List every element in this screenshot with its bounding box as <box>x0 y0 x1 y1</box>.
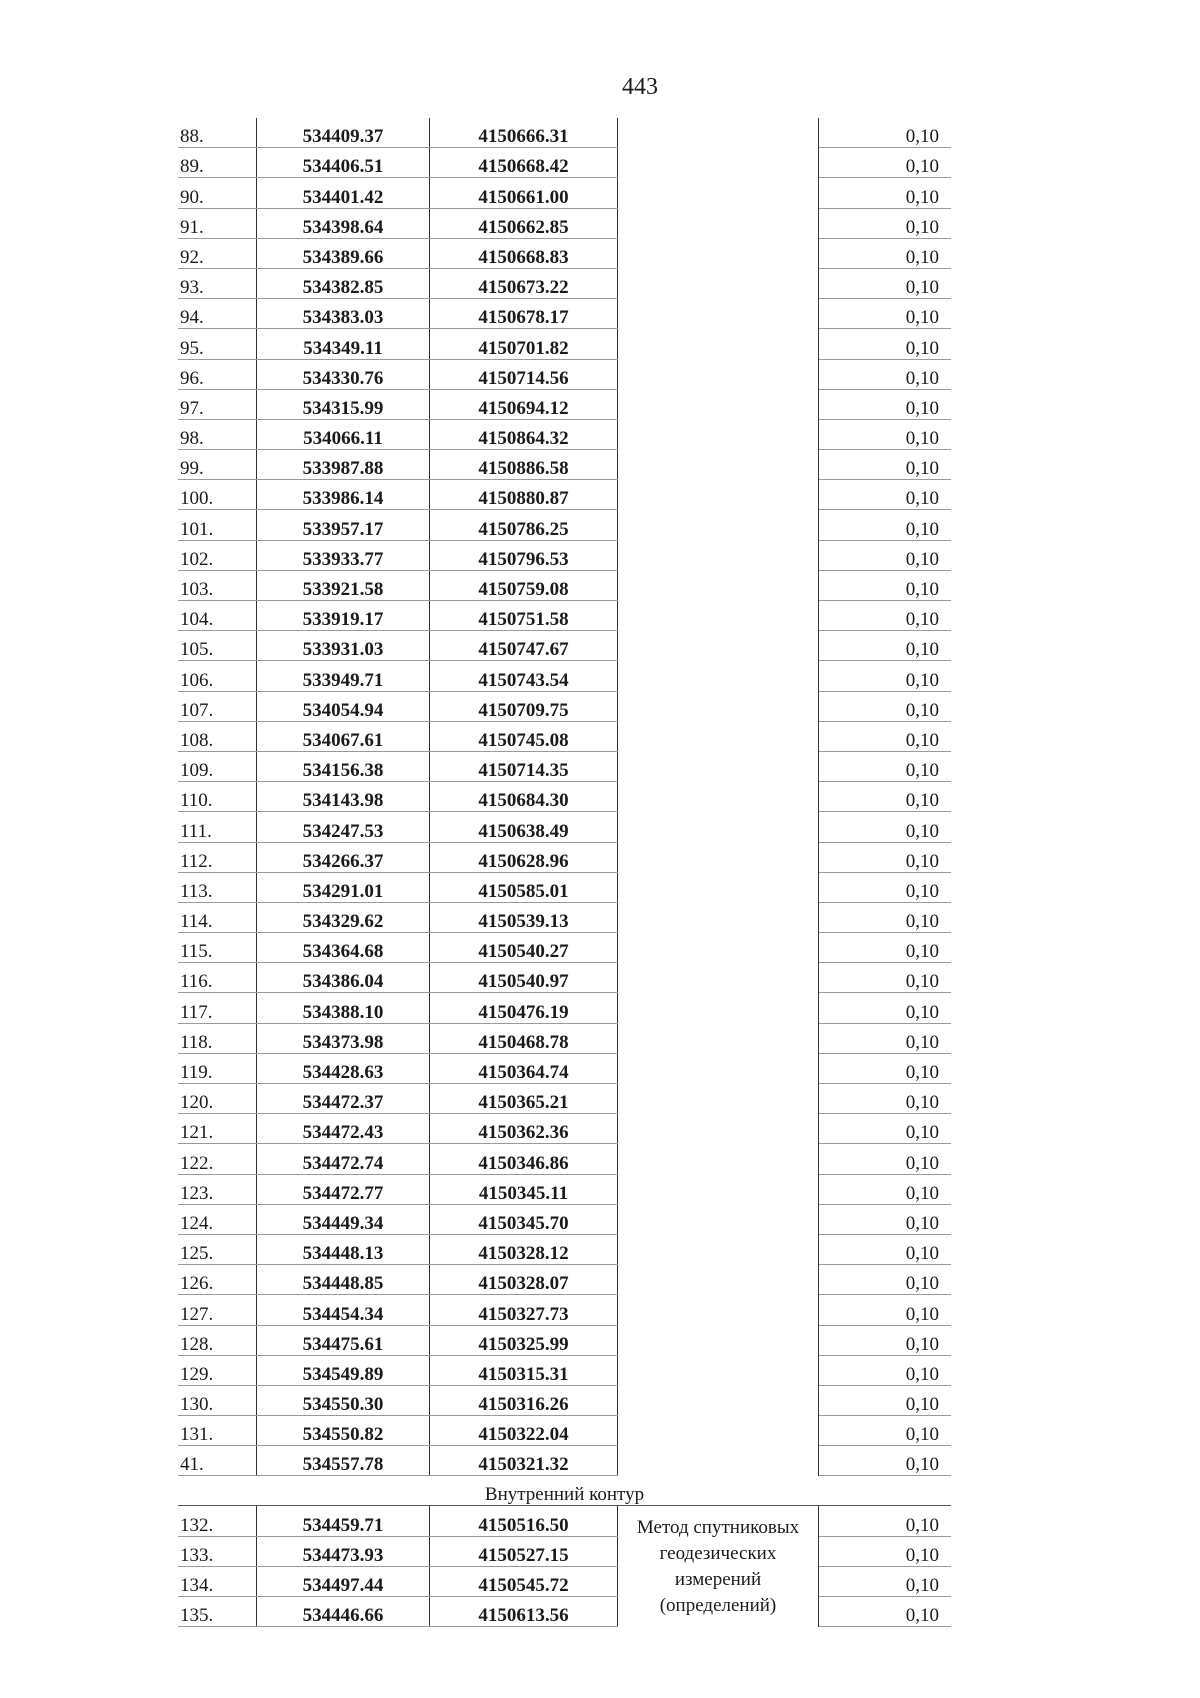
x-coordinate: 534156.38 <box>257 751 430 781</box>
table-row <box>178 1114 951 1144</box>
y-coordinate: 4150364.74 <box>430 1053 618 1083</box>
point-number: 89. <box>178 148 257 178</box>
table-row <box>178 1566 951 1596</box>
accuracy-value: 0,10 <box>819 148 952 178</box>
coordinates-table <box>178 118 951 1627</box>
x-coordinate: 533986.14 <box>257 480 430 510</box>
table-row <box>178 661 951 691</box>
y-coordinate: 4150684.30 <box>430 782 618 812</box>
accuracy-value: 0,10 <box>819 812 952 842</box>
y-coordinate: 4150325.99 <box>430 1325 618 1355</box>
table-row <box>178 1234 951 1264</box>
x-coordinate: 534067.61 <box>257 721 430 751</box>
x-coordinate: 534557.78 <box>257 1446 430 1476</box>
point-number: 104. <box>178 601 257 631</box>
accuracy-value: 0,10 <box>819 963 952 993</box>
accuracy-value: 0,10 <box>819 570 952 600</box>
accuracy-value: 0,10 <box>819 178 952 208</box>
accuracy-value: 0,10 <box>819 1506 952 1536</box>
accuracy-value: 0,10 <box>819 540 952 570</box>
x-coordinate: 534330.76 <box>257 359 430 389</box>
table-row <box>178 1023 951 1053</box>
accuracy-value: 0,10 <box>819 993 952 1023</box>
x-coordinate: 534454.34 <box>257 1295 430 1325</box>
x-coordinate: 534291.01 <box>257 872 430 902</box>
point-number: 118. <box>178 1023 257 1053</box>
y-coordinate: 4150661.00 <box>430 178 618 208</box>
x-coordinate: 534497.44 <box>257 1566 430 1596</box>
point-number: 103. <box>178 570 257 600</box>
point-number: 106. <box>178 661 257 691</box>
y-coordinate: 4150540.97 <box>430 963 618 993</box>
point-number: 95. <box>178 329 257 359</box>
y-coordinate: 4150714.35 <box>430 751 618 781</box>
accuracy-value: 0,10 <box>819 118 952 148</box>
x-coordinate: 534266.37 <box>257 842 430 872</box>
accuracy-value: 0,10 <box>819 782 952 812</box>
accuracy-value: 0,10 <box>819 1355 952 1385</box>
y-coordinate: 4150468.78 <box>430 1023 618 1053</box>
point-number: 108. <box>178 721 257 751</box>
y-coordinate: 4150796.53 <box>430 540 618 570</box>
table-row <box>178 540 951 570</box>
point-number: 128. <box>178 1325 257 1355</box>
y-coordinate: 4150638.49 <box>430 812 618 842</box>
x-coordinate: 534329.62 <box>257 902 430 932</box>
x-coordinate: 534472.43 <box>257 1114 430 1144</box>
x-coordinate: 534459.71 <box>257 1506 430 1536</box>
point-number: 101. <box>178 510 257 540</box>
accuracy-value: 0,10 <box>819 1204 952 1234</box>
table-row <box>178 1597 951 1627</box>
point-number: 99. <box>178 450 257 480</box>
x-coordinate: 533957.17 <box>257 510 430 540</box>
point-number: 107. <box>178 691 257 721</box>
y-coordinate: 4150345.70 <box>430 1204 618 1234</box>
x-coordinate: 534549.89 <box>257 1355 430 1385</box>
table-row <box>178 1053 951 1083</box>
table-row <box>178 1144 951 1174</box>
point-number: 109. <box>178 751 257 781</box>
y-coordinate: 4150880.87 <box>430 480 618 510</box>
x-coordinate: 533949.71 <box>257 661 430 691</box>
table-row <box>178 480 951 510</box>
point-number: 90. <box>178 178 257 208</box>
point-number: 114. <box>178 902 257 932</box>
point-number: 127. <box>178 1295 257 1325</box>
accuracy-value: 0,10 <box>819 691 952 721</box>
table-row <box>178 1385 951 1415</box>
point-number: 122. <box>178 1144 257 1174</box>
coordinates-table-body <box>178 118 951 1627</box>
point-number: 121. <box>178 1114 257 1144</box>
y-coordinate: 4150516.50 <box>430 1506 618 1536</box>
y-coordinate: 4150315.31 <box>430 1355 618 1385</box>
accuracy-value: 0,10 <box>819 872 952 902</box>
table-row <box>178 329 951 359</box>
table-row <box>178 1416 951 1446</box>
x-coordinate: 534401.42 <box>257 178 430 208</box>
y-coordinate: 4150628.96 <box>430 842 618 872</box>
point-number: 102. <box>178 540 257 570</box>
x-coordinate: 534409.37 <box>257 118 430 148</box>
table-row <box>178 1174 951 1204</box>
x-coordinate: 534473.93 <box>257 1536 430 1566</box>
y-coordinate: 4150786.25 <box>430 510 618 540</box>
section-row <box>178 1476 951 1506</box>
x-coordinate: 534349.11 <box>257 329 430 359</box>
point-number: 100. <box>178 480 257 510</box>
x-coordinate: 533931.03 <box>257 631 430 661</box>
point-number: 113. <box>178 872 257 902</box>
point-number: 105. <box>178 631 257 661</box>
table-row <box>178 299 951 329</box>
x-coordinate: 534373.98 <box>257 1023 430 1053</box>
y-coordinate: 4150527.15 <box>430 1536 618 1566</box>
accuracy-value: 0,10 <box>819 1325 952 1355</box>
table-row <box>178 721 951 751</box>
y-coordinate: 4150864.32 <box>430 419 618 449</box>
table-row <box>178 419 951 449</box>
point-number: 130. <box>178 1385 257 1415</box>
y-coordinate: 4150668.83 <box>430 238 618 268</box>
point-number: 135. <box>178 1597 257 1627</box>
y-coordinate: 4150476.19 <box>430 993 618 1023</box>
accuracy-value: 0,10 <box>819 721 952 751</box>
method-cell-empty <box>618 118 819 1476</box>
point-number: 123. <box>178 1174 257 1204</box>
accuracy-value: 0,10 <box>819 359 952 389</box>
point-number: 124. <box>178 1204 257 1234</box>
y-coordinate: 4150539.13 <box>430 902 618 932</box>
table-row <box>178 842 951 872</box>
point-number: 120. <box>178 1084 257 1114</box>
accuracy-value: 0,10 <box>819 1416 952 1446</box>
section-title: Внутренний контур <box>178 1476 951 1506</box>
table-row <box>178 872 951 902</box>
table-row <box>178 1325 951 1355</box>
table-row <box>178 208 951 238</box>
table-row <box>178 148 951 178</box>
x-coordinate: 534389.66 <box>257 238 430 268</box>
table-row <box>178 510 951 540</box>
y-coordinate: 4150613.56 <box>430 1597 618 1627</box>
x-coordinate: 534406.51 <box>257 148 430 178</box>
x-coordinate: 534386.04 <box>257 963 430 993</box>
accuracy-value: 0,10 <box>819 389 952 419</box>
y-coordinate: 4150747.67 <box>430 631 618 661</box>
y-coordinate: 4150322.04 <box>430 1416 618 1446</box>
y-coordinate: 4150540.27 <box>430 933 618 963</box>
table-row <box>178 1536 951 1566</box>
table-row <box>178 389 951 419</box>
accuracy-value: 0,10 <box>819 1597 952 1627</box>
y-coordinate: 4150714.56 <box>430 359 618 389</box>
x-coordinate: 534143.98 <box>257 782 430 812</box>
accuracy-value: 0,10 <box>819 661 952 691</box>
accuracy-value: 0,10 <box>819 1234 952 1264</box>
table-row <box>178 238 951 268</box>
table-row <box>178 118 951 148</box>
table-row <box>178 268 951 298</box>
point-number: 117. <box>178 993 257 1023</box>
point-number: 125. <box>178 1234 257 1264</box>
x-coordinate: 533919.17 <box>257 601 430 631</box>
accuracy-value: 0,10 <box>819 299 952 329</box>
y-coordinate: 4150694.12 <box>430 389 618 419</box>
table-row <box>178 178 951 208</box>
point-number: 94. <box>178 299 257 329</box>
accuracy-value: 0,10 <box>819 842 952 872</box>
x-coordinate: 534550.30 <box>257 1385 430 1415</box>
table-row <box>178 1204 951 1234</box>
table-row <box>178 782 951 812</box>
table-row <box>178 812 951 842</box>
accuracy-value: 0,10 <box>819 1174 952 1204</box>
accuracy-value: 0,10 <box>819 268 952 298</box>
point-number: 93. <box>178 268 257 298</box>
x-coordinate: 534364.68 <box>257 933 430 963</box>
table-row <box>178 963 951 993</box>
table-row <box>178 902 951 932</box>
accuracy-value: 0,10 <box>819 1385 952 1415</box>
x-coordinate: 534472.77 <box>257 1174 430 1204</box>
x-coordinate: 534446.66 <box>257 1597 430 1627</box>
x-coordinate: 534449.34 <box>257 1204 430 1234</box>
point-number: 116. <box>178 963 257 993</box>
table-row <box>178 751 951 781</box>
y-coordinate: 4150365.21 <box>430 1084 618 1114</box>
x-coordinate: 534475.61 <box>257 1325 430 1355</box>
accuracy-value: 0,10 <box>819 208 952 238</box>
table-row <box>178 993 951 1023</box>
point-number: 133. <box>178 1536 257 1566</box>
x-coordinate: 534066.11 <box>257 419 430 449</box>
accuracy-value: 0,10 <box>819 1265 952 1295</box>
x-coordinate: 533987.88 <box>257 450 430 480</box>
x-coordinate: 534472.74 <box>257 1144 430 1174</box>
point-number: 119. <box>178 1053 257 1083</box>
accuracy-value: 0,10 <box>819 450 952 480</box>
point-number: 126. <box>178 1265 257 1295</box>
accuracy-value: 0,10 <box>819 601 952 631</box>
accuracy-value: 0,10 <box>819 1536 952 1566</box>
accuracy-value: 0,10 <box>819 329 952 359</box>
table-row <box>178 1084 951 1114</box>
y-coordinate: 4150745.08 <box>430 721 618 751</box>
y-coordinate: 4150662.85 <box>430 208 618 238</box>
accuracy-value: 0,10 <box>819 1144 952 1174</box>
y-coordinate: 4150673.22 <box>430 268 618 298</box>
table-row <box>178 933 951 963</box>
y-coordinate: 4150585.01 <box>430 872 618 902</box>
accuracy-value: 0,10 <box>819 238 952 268</box>
y-coordinate: 4150666.31 <box>430 118 618 148</box>
x-coordinate: 534247.53 <box>257 812 430 842</box>
accuracy-value: 0,10 <box>819 480 952 510</box>
x-coordinate: 534315.99 <box>257 389 430 419</box>
accuracy-value: 0,10 <box>819 1446 952 1476</box>
table-row <box>178 1295 951 1325</box>
point-number: 91. <box>178 208 257 238</box>
point-number: 88. <box>178 118 257 148</box>
y-coordinate: 4150321.32 <box>430 1446 618 1476</box>
point-number: 134. <box>178 1566 257 1596</box>
point-number: 98. <box>178 419 257 449</box>
point-number: 110. <box>178 782 257 812</box>
point-number: 111. <box>178 812 257 842</box>
accuracy-value: 0,10 <box>819 631 952 661</box>
point-number: 92. <box>178 238 257 268</box>
accuracy-value: 0,10 <box>819 1295 952 1325</box>
y-coordinate: 4150743.54 <box>430 661 618 691</box>
y-coordinate: 4150545.72 <box>430 1566 618 1596</box>
table-row <box>178 601 951 631</box>
x-coordinate: 534398.64 <box>257 208 430 238</box>
y-coordinate: 4150886.58 <box>430 450 618 480</box>
y-coordinate: 4150328.12 <box>430 1234 618 1264</box>
table-row <box>178 450 951 480</box>
table-row <box>178 1446 951 1476</box>
table-row <box>178 631 951 661</box>
y-coordinate: 4150345.11 <box>430 1174 618 1204</box>
point-number: 112. <box>178 842 257 872</box>
table-row <box>178 1506 951 1536</box>
y-coordinate: 4150751.58 <box>430 601 618 631</box>
x-coordinate: 534383.03 <box>257 299 430 329</box>
point-number: 115. <box>178 933 257 963</box>
y-coordinate: 4150316.26 <box>430 1385 618 1415</box>
x-coordinate: 534388.10 <box>257 993 430 1023</box>
x-coordinate: 533933.77 <box>257 540 430 570</box>
accuracy-value: 0,10 <box>819 419 952 449</box>
y-coordinate: 4150328.07 <box>430 1265 618 1295</box>
point-number: 129. <box>178 1355 257 1385</box>
y-coordinate: 4150668.42 <box>430 148 618 178</box>
accuracy-value: 0,10 <box>819 751 952 781</box>
x-coordinate: 534428.63 <box>257 1053 430 1083</box>
accuracy-value: 0,10 <box>819 1053 952 1083</box>
table-row <box>178 1265 951 1295</box>
table-row <box>178 570 951 600</box>
accuracy-value: 0,10 <box>819 1084 952 1114</box>
y-coordinate: 4150709.75 <box>430 691 618 721</box>
point-number: 96. <box>178 359 257 389</box>
accuracy-value: 0,10 <box>819 933 952 963</box>
x-coordinate: 534448.13 <box>257 1234 430 1264</box>
point-number: 132. <box>178 1506 257 1536</box>
point-number: 41. <box>178 1446 257 1476</box>
table-row <box>178 1355 951 1385</box>
y-coordinate: 4150759.08 <box>430 570 618 600</box>
table-row <box>178 359 951 389</box>
point-number: 97. <box>178 389 257 419</box>
page-number: 443 <box>622 74 658 100</box>
accuracy-value: 0,10 <box>819 510 952 540</box>
accuracy-value: 0,10 <box>819 1114 952 1144</box>
x-coordinate: 533921.58 <box>257 570 430 600</box>
method-description: Метод спутниковых геодезических измерений (определений) <box>618 1506 819 1627</box>
y-coordinate: 4150701.82 <box>430 329 618 359</box>
table-row <box>178 691 951 721</box>
x-coordinate: 534382.85 <box>257 268 430 298</box>
y-coordinate: 4150327.73 <box>430 1295 618 1325</box>
y-coordinate: 4150346.86 <box>430 1144 618 1174</box>
x-coordinate: 534448.85 <box>257 1265 430 1295</box>
x-coordinate: 534550.82 <box>257 1416 430 1446</box>
x-coordinate: 534472.37 <box>257 1084 430 1114</box>
point-number: 131. <box>178 1416 257 1446</box>
accuracy-value: 0,10 <box>819 1023 952 1053</box>
x-coordinate: 534054.94 <box>257 691 430 721</box>
y-coordinate: 4150362.36 <box>430 1114 618 1144</box>
y-coordinate: 4150678.17 <box>430 299 618 329</box>
accuracy-value: 0,10 <box>819 1566 952 1596</box>
accuracy-value: 0,10 <box>819 902 952 932</box>
